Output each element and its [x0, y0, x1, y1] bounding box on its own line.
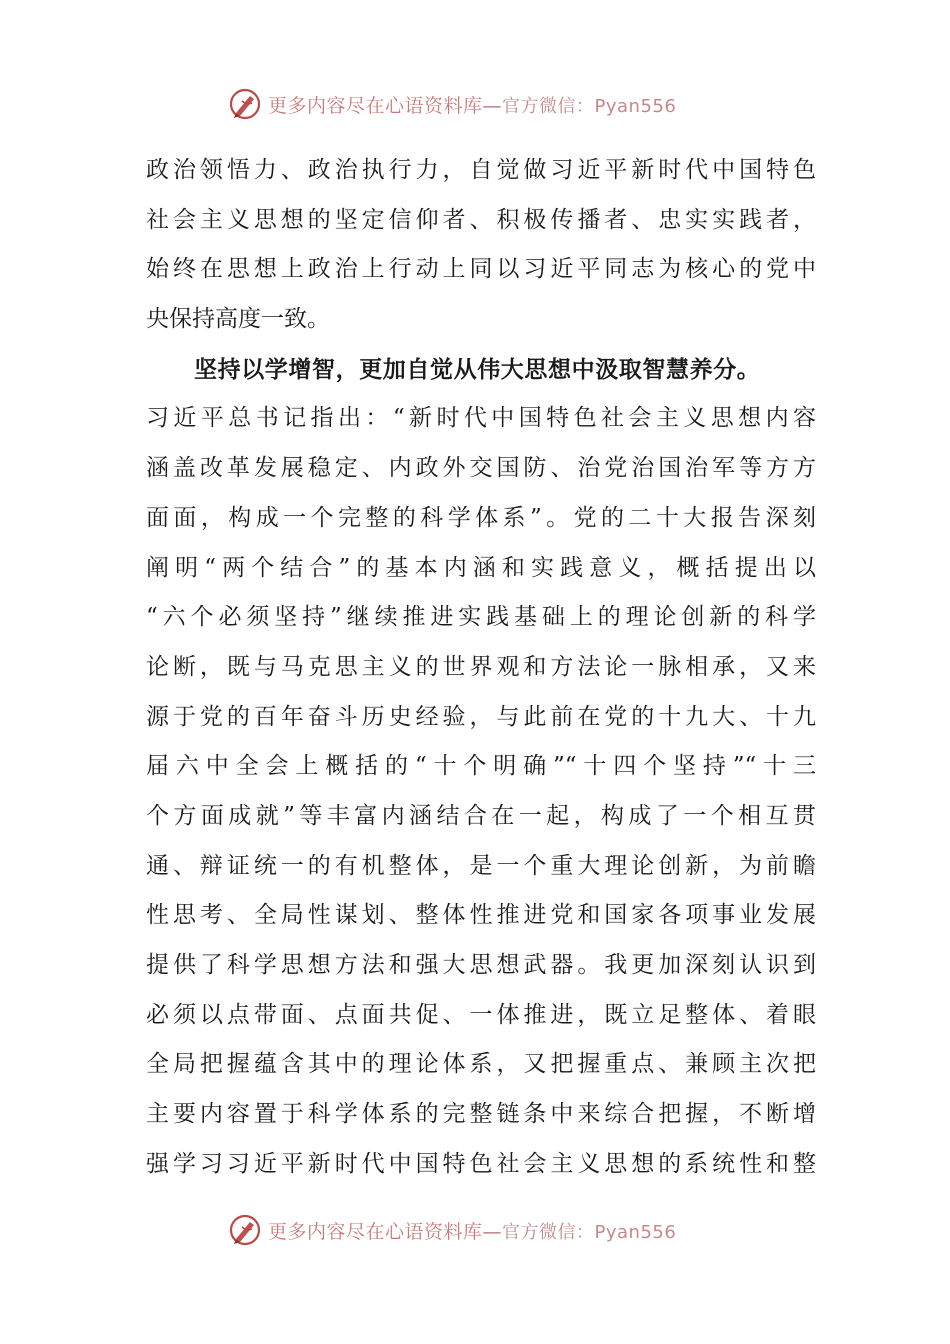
footer-banner-separator: —	[482, 1220, 503, 1243]
paragraph-line: 必须以点带面、点面共促、一体推进，既立足整体、着眼	[146, 1001, 816, 1028]
paragraph-line: 性思考、全局性谋划、整体性推进党和国家各项事业发展	[146, 902, 816, 929]
paragraph-line: 央保持高度一致。	[146, 306, 330, 333]
document-body	[146, 146, 816, 1189]
paragraph-line: 届六中全会上概括的“十个明确”“十四个坚持”“十三	[146, 753, 816, 780]
paragraph-line: 源于党的百年奋斗历史经验，与此前在党的十九大、十九	[146, 703, 816, 730]
pen-logo-icon	[228, 1213, 262, 1247]
paragraph-line: 政治领悟力、政治执行力，自觉做习近平新时代中国特色	[146, 157, 816, 183]
section-heading: 坚持以学增智，更加自觉从伟大思想中汲取智慧养分。	[194, 355, 761, 383]
header-banner	[228, 82, 748, 126]
footer-banner-main: 更多内容尽在心语资料库	[268, 1220, 483, 1243]
paragraph-line: 强学习习近平新时代中国特色社会主义思想的系统性和整	[146, 1150, 816, 1177]
paragraph-line: 论断，既与马克思主义的世界观和方法论一脉相承，又来	[146, 653, 816, 680]
paragraph-line: 个方面成就”等丰富内涵结合在一起，构成了一个相互贯	[146, 802, 816, 829]
footer-banner-text	[268, 1217, 676, 1244]
paragraph-line: 阐明“两个结合”的基本内涵和实践意义，概括提出以	[146, 554, 816, 581]
paragraph-line: 涵盖改革发展稳定、内政外交国防、治党治国治军等方方	[146, 455, 816, 482]
paragraph-line: “六个必须坚持”继续推进实践基础上的理论创新的科学	[146, 604, 816, 631]
paragraph-line: 通、辩证统一的有机整体，是一个重大理论创新，为前瞻	[146, 852, 816, 879]
pen-logo-icon	[228, 87, 262, 121]
header-banner-text	[268, 91, 676, 118]
paragraph-line: 习近平总书记指出：“新时代中国特色社会主义思想内容	[146, 405, 816, 432]
paragraph-line: 提供了科学思想方法和强大思想武器。我更加深刻认识到	[146, 952, 816, 978]
paragraph-line: 始终在思想上政治上行动上同以习近平同志为核心的党中	[146, 256, 816, 283]
footer-banner-wechat: 官方微信：Pyan556	[502, 1221, 677, 1243]
footer-banner	[228, 1208, 748, 1252]
header-banner-separator: —	[482, 94, 503, 117]
header-banner-wechat: 官方微信：Pyan556	[502, 95, 677, 117]
paragraph-line: 主要内容置于科学体系的完整链条中来综合把握，不断增	[146, 1101, 816, 1128]
paragraph-line: 社会主义思想的坚定信仰者、积极传播者、忠实实践者，	[146, 206, 816, 233]
header-banner-main: 更多内容尽在心语资料库	[268, 94, 483, 117]
paragraph-line: 全局把握蕴含其中的理论体系，又把握重点、兼顾主次把	[146, 1051, 816, 1078]
paragraph-line: 面面，构成一个完整的科学体系”。党的二十大报告深刻	[146, 504, 816, 531]
